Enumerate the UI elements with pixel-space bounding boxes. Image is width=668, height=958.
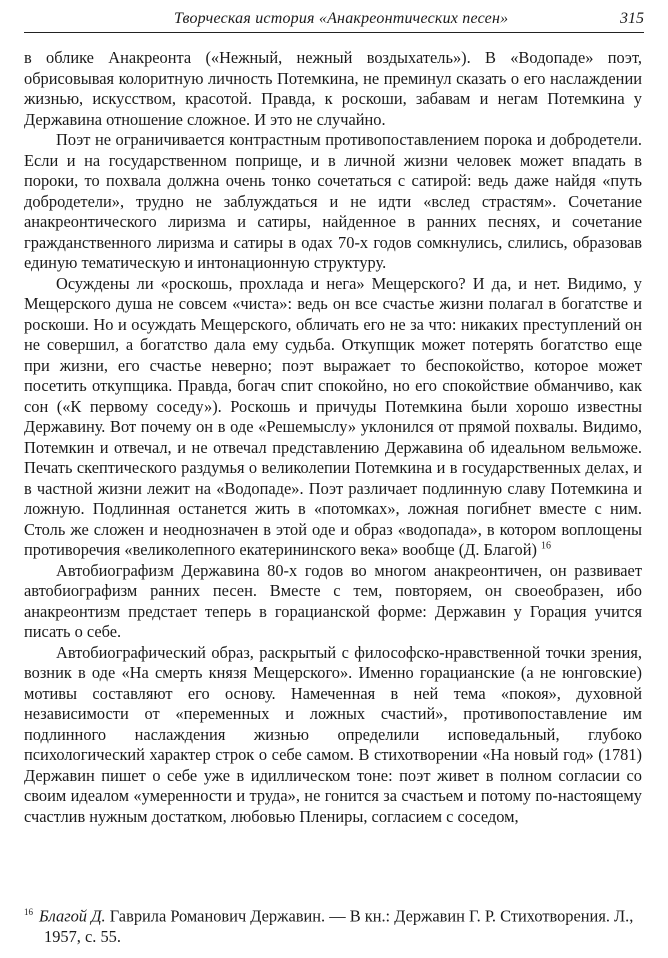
footnote-line: 1957, с. 55. [44,926,121,946]
header-rule [24,32,644,33]
body-text [24,48,642,827]
paragraph [24,274,642,561]
page-header [24,8,644,36]
footnote-line [24,902,642,927]
paragraph: Автобиографизм Державина 80-х годов во многом анакреонтичен, он развивает автобиографизм ранних песен. Вместе с тем, повторяем, он своеобразен, ибо анакреонтизм предстает теперь в горацианской форме: Державин у Горация учится писать о себе. [24,560,642,641]
footnote-number: 16 [24,907,33,917]
footnote-text: Гаврила Романович Державин. — В кн.: Державин Г. Р. Стихотворения. Л., [109,906,634,926]
footnote-author: Благой Д. [39,906,106,926]
paragraph: Поэт не ограничивается контрастным противопоставлением порока и добродетели. Если и на государственном поприще, и в личной жизни человек может впадать в пороки, то похвала должна очень тонко сочетаться с сатирой: ведь даже найдя «путь добродетели», трудно не заблуждаться и не идти «вслед страстям». Сочетание анакреонтического лиризма и сатиры, найденное в ранних песнях, и сочетание гражданственного лиризма и сатиры в одах 70-х годов сомкнулись, слились, образовав единую тематическую и интонационную структуру. [24,130,642,272]
footnote [24,902,642,947]
page-number: 315 [620,10,644,27]
paragraph-text: Осуждены ли «роскошь, прохлада и нега» Мещерского? И да, и нет. Видимо, у Мещерского душа не совсем «чиста»: ведь он все счастье жизни полагал в богатстве и роскоши. Но и осуждать Мещерского, обличать его не за что: никаких преступлений он не совершил, а богатство дала ему судьба. Откупщик может потерять богатство еще при жизни, его счастье неверно; поэт выражает то беспокойство, которое может посетить откупщика. Правда, богач спит спокойно, но его спокойствие обманчиво, как сон («К первому соседу»). Роскошь и причуды Потемкина были хорошо известны Державину. Вот почему он в оде «Решемыслу» уклонился от прямой похвалы. Видимо, Потемкин и отвечал, и не отвечал представлению Державина об идеальном вельможе. Печать скептического раздумья о великолепии Потемкина и в государственных делах, и в частной жизни лежит на «Водопаде». Поэт различает подлинную славу Потемкина и ложную. Подлинная останется жить в «потомках», ложная погибнет вместе с ним. Столь же сложен и неоднозначен в этой оде и образ «водопада», в котором воплощены противоречия «великолепного екатерининского века» вообще (Д. Благой) [24,273,642,559]
running-title: Творческая история «Анакреонтических песен» [174,10,509,27]
paragraph: Автобиографический образ, раскрытый с философско-нравственной точки зрения, возник в оде «На смерть князя Мещерского». Именно горацианские (а не юнговские) мотивы составляют его основу. Намеченная в ней тема «покоя», духовной независимости от «переменных и ложных счастий», противопоставление им подлинного наслаждения жизнью определили исповедальный, глубоко психологический характер строк о себе самом. В стихотворении «На новый год» (1781) Державин пишет о себе уже в идиллическом тоне: поэт живет в полном согласии со своим идеалом «умеренности и труда», не гонится за счастьем и потому по-настоящему счастлив нужным достатком, любовью Плениры, согласием с соседом, [24,642,642,826]
footnote-reference: 16 [541,540,552,552]
paragraph: в облике Анакреонта («Нежный, нежный воздыхатель»). В «Водопаде» поэт, обрисовывая колоритную личность Потемкина, не преминул сказать о его наслаждении жизнью, искусством, красотой. Правда, к роскоши, забавам и негам Потемкина у Державина отношение сложное. И это не случайно. [24,48,642,129]
